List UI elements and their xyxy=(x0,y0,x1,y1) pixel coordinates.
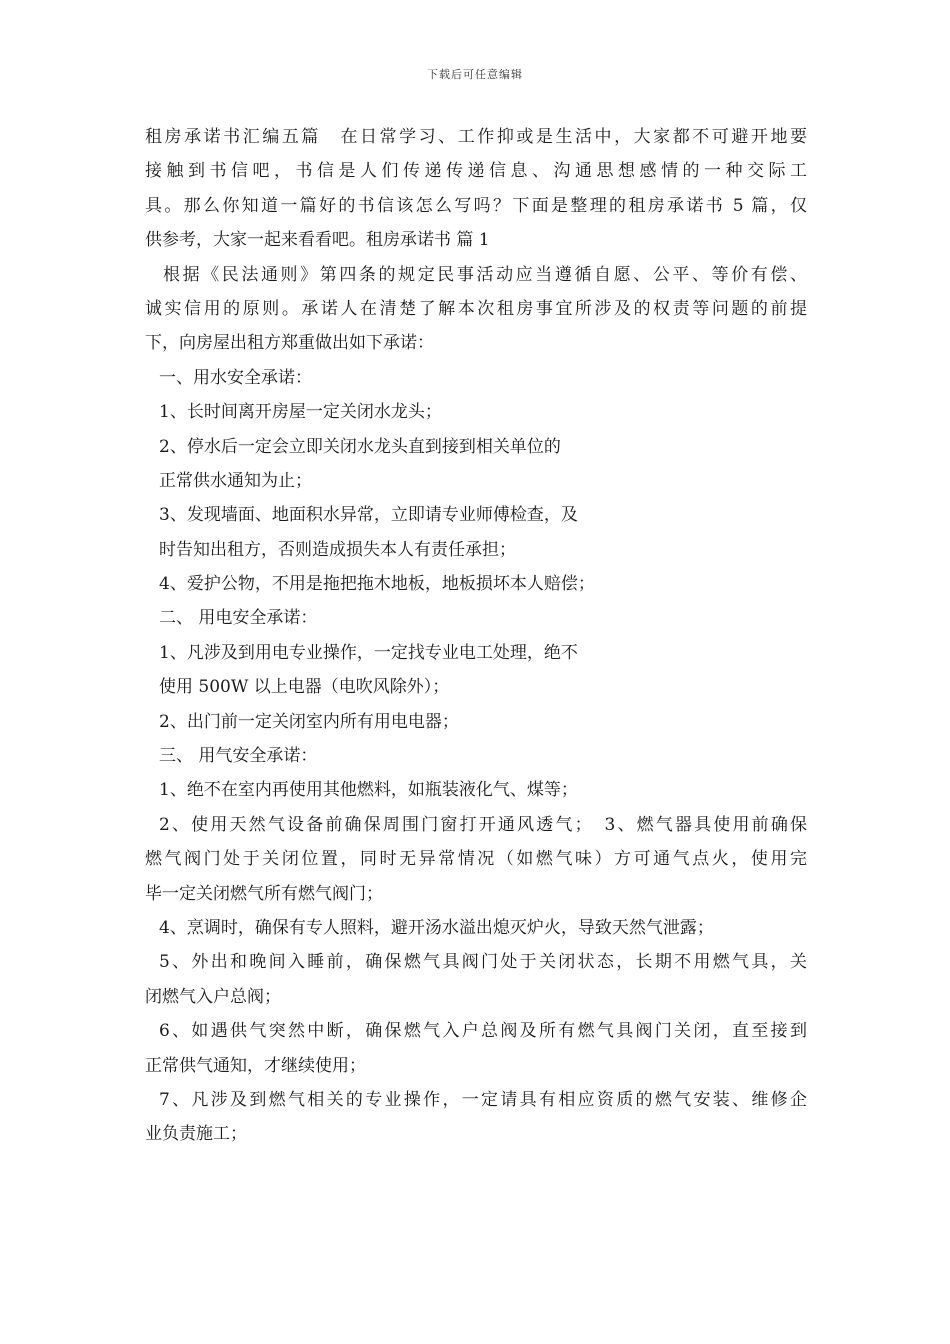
text-line: 租房承诺书汇编五篇 在日常学习、工作抑或是生活中，大家都不可避开地要 xyxy=(145,127,807,147)
list-item: 2、出门前一定关闭室内所有用电电器； xyxy=(159,711,459,732)
document-body xyxy=(145,120,807,1152)
list-item-continuation: 毕一定关闭燃气所有燃气阀门； xyxy=(145,883,383,904)
text-line: 诚实信用的原则。承诺人在清楚了解本次租房事宜所涉及的权责等问题的前提 xyxy=(145,298,807,319)
section-heading: 二、 用电安全承诺： xyxy=(159,608,318,629)
list-item: 3、发现墙面、地面积水异常，立即请专业师傅检查，及 xyxy=(159,505,578,526)
list-item: 1、长时间离开房屋一定关闭水龙头； xyxy=(159,402,442,423)
text-line: 供参考，大家一起来看看吧。租房承诺书 篇 1 xyxy=(145,230,490,251)
list-item: 1、凡涉及到用电专业操作，一定找专业电工处理，绝不 xyxy=(159,642,578,663)
list-item-continuation: 业负责施工； xyxy=(145,1124,247,1145)
text-line: 根据《民法通则》第四条的规定民事活动应当遵循自愿、公平、等价有偿、 xyxy=(163,264,807,285)
list-item: 4、烹调时，确保有专人照料，避开汤水溢出熄灭炉火，导致天然气泄露； xyxy=(159,917,714,938)
list-item-continuation: 使用 500W 以上电器（电吹风除外）； xyxy=(159,677,450,698)
list-item: 1、绝不在室内再使用其他燃料，如瓶装液化气、煤等； xyxy=(159,780,578,801)
list-item-continuation: 燃气阀门处于关闭位置，同时无异常情况（如燃气味）方可通气点火，使用完 xyxy=(145,849,807,870)
page-header: 下载后可任意编辑 xyxy=(427,68,523,81)
text-line: 下，向房屋出租方郑重做出如下承诺： xyxy=(145,333,434,354)
list-item-continuation: 闭燃气入户总阀； xyxy=(145,986,281,1007)
list-item: 7、凡涉及到燃气相关的专业操作，一定请具有相应资质的燃气安装、维修企 xyxy=(159,1089,807,1110)
text-line: 具。那么你知道一篇好的书信该怎么写吗？下面是整理的租房承诺书 5 篇，仅 xyxy=(145,195,807,216)
section-heading: 三、 用气安全承诺： xyxy=(159,746,318,767)
section-heading: 一、用水安全承诺： xyxy=(159,367,312,388)
list-item: 6、如遇供气突然中断，确保燃气入户总阀及所有燃气具阀门关闭，直至接到 xyxy=(159,1021,807,1042)
list-item: 5、外出和晚间入睡前，确保燃气具阀门处于关闭状态，长期不用燃气具，关 xyxy=(159,952,807,973)
list-item-continuation: 时告知出租方，否则造成损失本人有责任承担； xyxy=(159,539,516,560)
list-item-continuation: 正常供气通知，才继续使用； xyxy=(145,1055,366,1076)
text-line: 接触到书信吧，书信是人们传递传递信息、沟通思想感情的一种交际工 xyxy=(145,161,807,182)
list-item: 4、爱护公物，不用是拖把拖木地板，地板损坏本人赔偿； xyxy=(159,574,595,595)
list-item: 2、停水后一定会立即关闭水龙头直到接到相关单位的 xyxy=(159,436,561,457)
list-item: 2、使用天然气设备前确保周围门窗打开通风透气； 3、燃气器具使用前确保 xyxy=(159,814,807,835)
list-item-continuation: 正常供水通知为止； xyxy=(159,470,312,491)
